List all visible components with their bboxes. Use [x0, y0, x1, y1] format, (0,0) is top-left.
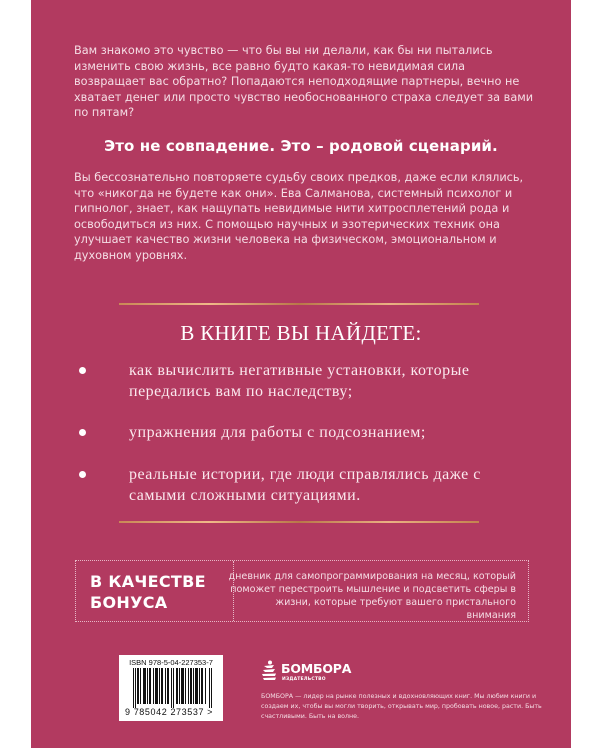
- isbn-label: ISBN 978-5-04-227353-7: [129, 658, 213, 667]
- bonus-text: дневник для самопрограммирования на месяц, который поможет перестроить мышление и подсветить сферы в жизни, которые требуют вашего пристального внимания: [228, 571, 516, 621]
- bullet-icon: [79, 367, 86, 374]
- gold-divider-top: [119, 303, 479, 305]
- gold-divider-bottom: [119, 521, 479, 523]
- barcode-digits: 9 785042 273537 >: [125, 707, 214, 717]
- book-back-cover: [31, 0, 571, 748]
- barcode-bars-icon: [133, 668, 213, 708]
- bonus-title: В КАЧЕСТВЕ БОНУСА: [90, 572, 206, 612]
- bonus-box: [75, 560, 529, 622]
- publisher-subtitle: ИЗДАТЕЛЬСТВО: [282, 677, 326, 682]
- bullet-icon: [79, 429, 86, 436]
- tagline: Это не совпадение. Это – родовой сценарий.: [104, 137, 498, 155]
- bullet-text: как вычислить негативные установки, которые передались вам по наследству;: [129, 362, 470, 400]
- bullet-text: упражнения для работы с подсознанием;: [129, 424, 426, 441]
- wave-rider-logo-icon: [261, 660, 277, 682]
- barcode: [119, 655, 223, 721]
- publisher-text: БОМБОРА — лидер на рынке полезных и вдохновляющих книг. Мы любим книги и создаем их, чтобы вы могли творить, открывать мир, пробовать новое, расти. Быть счастливыми. Быть на волне.: [261, 693, 542, 720]
- publisher-name: БОМБОРА: [281, 661, 352, 676]
- section-title: В КНИГЕ ВЫ НАЙДЕТЕ:: [180, 321, 422, 345]
- bullet-text: реальные истории, где люди справлялись даже с самыми сложными ситуациями.: [129, 466, 481, 504]
- bullet-icon: [79, 471, 86, 478]
- publisher-logo: [261, 660, 351, 688]
- description-paragraph: Вы бессознательно повторяете судьбу своих предков, даже если клялись, что «никогда не будете как они». Ева Салманова, системный психолог и гипнолог, знает, как нащупать невидимые нити хитросплетений рода и освободиться из них. С помощью научных и эзотерических техник она улучшает качество жизни человека на физическом, эмоциональном и духовном уровнях.: [74, 171, 524, 262]
- intro-paragraph: Вам знакомо это чувство — что бы вы ни делали, как бы ни пытались изменить свою жизнь, все равно будто какая-то невидимая сила возвращает вас обратно? Попадаются неподходящие партнеры, вечно не хватает денег или просто чувство необоснованного страха следует за вами по пятам?: [74, 44, 534, 119]
